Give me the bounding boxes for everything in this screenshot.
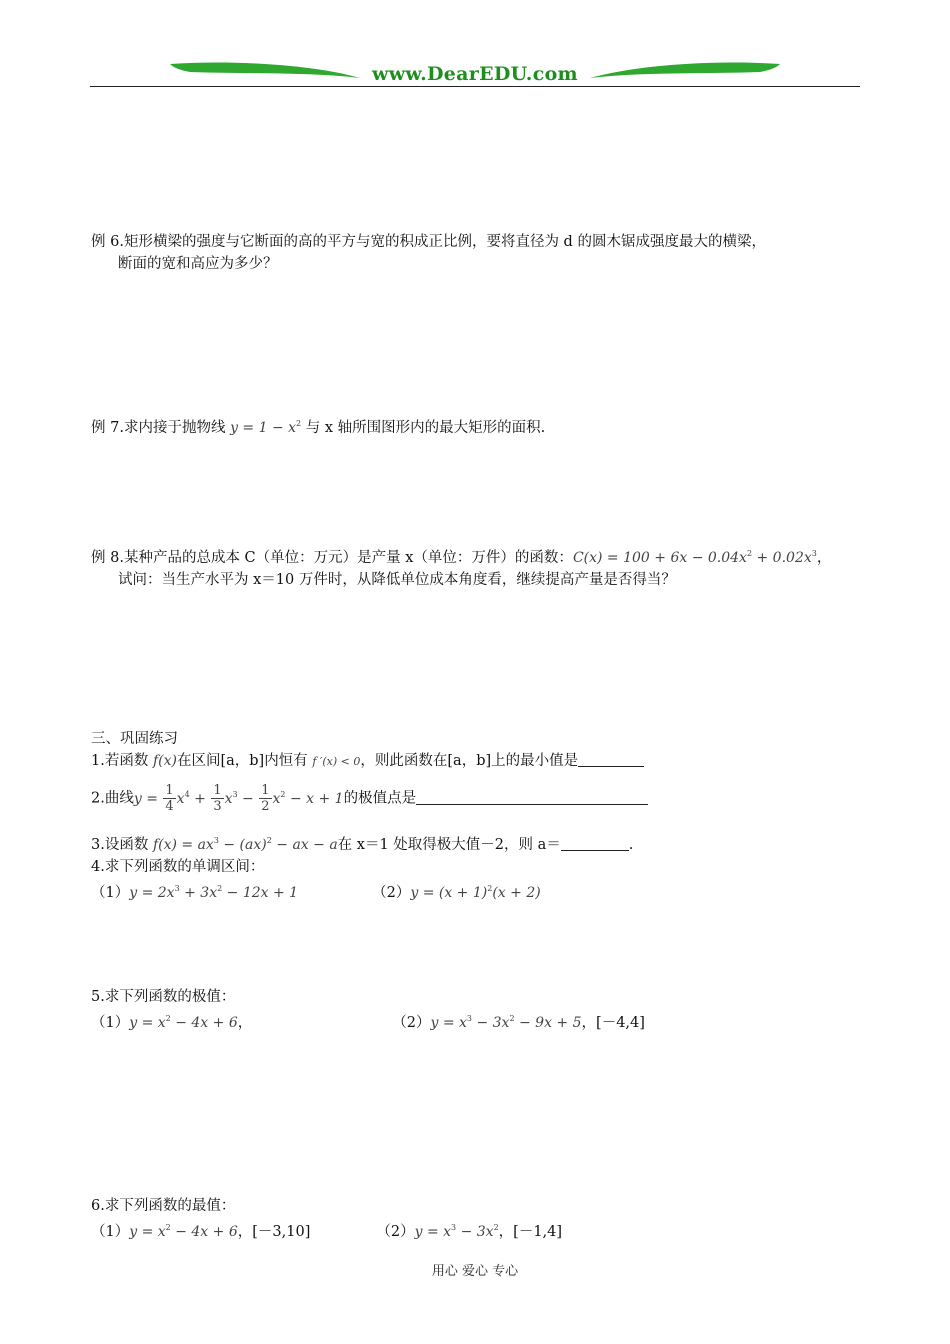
example-8-line-1: 例 8.某种产品的总成本 C（单位：万元）是产量 x（单位：万件）的函数：$C(x) = 100 + 6x - 0.04x^2 + 0.02x^3$， [91, 549, 832, 566]
practice-heading: 三、巩固练习 [91, 731, 178, 747]
practice-q2: 2.曲线y = $\frac{1}{4}$ $x^4$ + $\frac{1}{3}$ $x^3$ − $\frac{1}{2}$ $x^2 - x + 1$的极值点是 [91, 783, 648, 814]
page-footer: 用心 爱心 专心 [431, 1264, 519, 1279]
example-6 [91, 231, 766, 275]
header-rule [90, 86, 860, 87]
q1-function: f(x) [152, 753, 177, 769]
example-8-line-2: 试问：当生产水平为 x＝10 万件时，从降低单位成本角度看，继续提高产量是否得当？ [118, 572, 676, 588]
example-7 [91, 413, 545, 439]
q2-curve-formula: y = $\frac{1}{4}$ $x^4$ + $\frac{1}{3}$ $x^3$ − $\frac{1}{2}$ $x^2 - x + 1$ [133, 783, 344, 814]
q5-part-2-formula: $y = x^3 - 3x^2 - 9x + 5$ [430, 1014, 582, 1031]
q5-part-1-formula: $y = x^2 - 4x + 6$ [129, 1014, 238, 1031]
q5-parts: $(1)y = x^2 - 4x + 6$， $(2)y = x^3 - 3x^2 - 9x + 5$，[－4,4] [91, 1014, 645, 1031]
q4-title: 4.求下列函数的单调区间： [91, 859, 265, 875]
q3-function: $f(x) = ax^3 - (ax)^2$ − ax − a [152, 836, 338, 853]
practice-q1: 1.若函数 f(x)在区间[a，b]内恒有 f ′(x) < 0，则此函数在[a，b]上的最小值是 [91, 750, 644, 773]
q6-parts: $(1)y = x^2 - 4x + 6$，[－3,10] $(2)y = x^3 - 3x^2$，[－1,4] [91, 1223, 563, 1240]
q4-part-2-formula: $y = (x + 1)^2(x + 2)$ [410, 884, 541, 901]
q6-part-2-formula: $y = x^3 - 3x^2$ [414, 1223, 499, 1240]
example-7-text-after: 与 x 轴所围图形内的最大矩形的面积. [305, 420, 546, 436]
example-7-formula: $y = 1 - x^2$ [230, 419, 302, 436]
example-6-line-1: 例 6.矩形横梁的强度与它断面的高的平方与宽的积成正比例，要将直径为 d 的圆木锯成强度最大的横梁， [91, 234, 766, 250]
example-6-line-2: 断面的宽和高应为多少？ [118, 256, 278, 272]
q1-answer-blank [578, 752, 644, 767]
q6-title: 6.求下列函数的最值： [91, 1198, 236, 1214]
q4-part-1-formula: $y = 2x^3 + 3x^2 - 12x + 1$ [129, 884, 299, 901]
q6-part-1-formula: $y = x^2 - 4x + 6$ [129, 1223, 238, 1240]
q1-condition: f ′(x) < 0 [312, 755, 361, 768]
practice-q5 [91, 986, 645, 1034]
q2-answer-blank [416, 790, 648, 805]
left-swoosh-decoration [170, 60, 360, 86]
right-swoosh-decoration [590, 60, 780, 86]
q3-answer-blank [561, 836, 629, 851]
page-header [90, 60, 860, 90]
practice-q4 [91, 856, 541, 904]
practice-q3: 3.设函数 $f(x) = ax^3 - (ax)^2$ − ax − a在 x＝1 处取得极大值－2，则 a＝ . [91, 836, 634, 853]
q5-title: 5.求下列函数的极值： [91, 989, 236, 1005]
practice-q6 [91, 1195, 562, 1243]
example-8 [91, 543, 831, 591]
q4-parts: $(1)y = 2x^3 + 3x^2 - 12x + 1$ $(2)y = (x + 1)^2(x + 2)$ [91, 884, 541, 901]
example-8-cost-formula: $C(x) = 100 + 6x - 0.04x^2 + 0.02x^3$ [572, 549, 817, 566]
site-logo[interactable]: www.DearEDU.com [372, 63, 578, 85]
example-7-text-before: 例 7.求内接于抛物线 [91, 420, 226, 436]
